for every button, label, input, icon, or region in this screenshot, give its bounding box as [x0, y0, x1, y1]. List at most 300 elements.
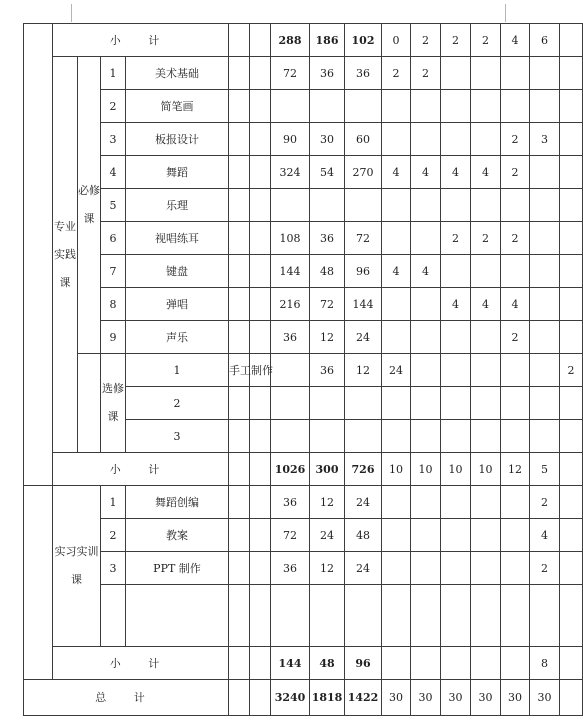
- value-cell: [530, 585, 560, 647]
- value-cell: [530, 420, 560, 453]
- value-cell: 30: [441, 680, 471, 716]
- blank-cell: [250, 585, 271, 647]
- value-cell: [271, 90, 310, 123]
- value-cell: [382, 585, 411, 647]
- value-cell: [530, 354, 560, 387]
- left-blank-cell: [24, 486, 53, 680]
- value-cell: [382, 189, 411, 222]
- value-cell: [411, 354, 441, 387]
- blank-cell: [229, 288, 250, 321]
- course-name: 简笔画: [126, 90, 229, 123]
- course-number: 1: [101, 486, 126, 519]
- value-cell: [382, 222, 411, 255]
- blank-cell: [229, 321, 250, 354]
- course-number: 7: [101, 255, 126, 288]
- course-name: 乐理: [126, 189, 229, 222]
- value-cell: [271, 585, 310, 647]
- value-cell: 4: [471, 288, 501, 321]
- margin-mark-right: [505, 4, 506, 22]
- edge-cell: [560, 189, 583, 222]
- course-number: 2: [101, 90, 126, 123]
- value-cell: [560, 387, 583, 420]
- value-cell: [471, 519, 501, 552]
- course-number: 6: [101, 222, 126, 255]
- value-cell: [441, 90, 471, 123]
- value-cell: 24: [345, 321, 382, 354]
- value-cell: [411, 552, 441, 585]
- value-cell: 36: [310, 354, 345, 387]
- value-cell: [501, 189, 530, 222]
- course-name: 教案: [126, 519, 229, 552]
- value-cell: [411, 420, 441, 453]
- value-cell: [411, 123, 441, 156]
- course-name: 舞蹈: [126, 156, 229, 189]
- value-cell: [471, 354, 501, 387]
- table-row: [24, 519, 583, 552]
- value-cell: [471, 420, 501, 453]
- value-cell: 1422: [345, 680, 382, 716]
- blank-cell: [250, 680, 271, 716]
- blank-cell: [250, 57, 271, 90]
- blank-cell: [250, 453, 271, 486]
- blank-cell: [250, 552, 271, 585]
- value-cell: 10: [411, 453, 441, 486]
- value-cell: 36: [271, 486, 310, 519]
- value-cell: 1818: [310, 680, 345, 716]
- course-name: [229, 387, 250, 420]
- value-cell: [310, 189, 345, 222]
- value-cell: [411, 90, 441, 123]
- value-cell: [310, 585, 345, 647]
- value-cell: [501, 552, 530, 585]
- value-cell: [441, 552, 471, 585]
- table-row: [24, 222, 583, 255]
- value-cell: 4: [441, 156, 471, 189]
- table-row: [24, 24, 583, 57]
- value-cell: [530, 57, 560, 90]
- value-cell: 2: [501, 156, 530, 189]
- value-cell: 72: [310, 288, 345, 321]
- elective-label: 选修课: [101, 354, 126, 453]
- value-cell: [501, 90, 530, 123]
- blank-cell: [271, 387, 310, 420]
- course-number: 1: [126, 354, 229, 387]
- value-cell: 0: [382, 24, 411, 57]
- blank-cell: [250, 486, 271, 519]
- value-cell: 12: [501, 453, 530, 486]
- edge-cell: [560, 680, 583, 716]
- course-name: PPT 制作: [126, 552, 229, 585]
- value-cell: [501, 647, 530, 680]
- value-cell: 2: [501, 321, 530, 354]
- value-cell: [441, 255, 471, 288]
- blank-cell: [250, 156, 271, 189]
- edge-cell: [560, 24, 583, 57]
- value-cell: [530, 321, 560, 354]
- value-cell: 726: [345, 453, 382, 486]
- edge-cell: [560, 486, 583, 519]
- value-cell: [471, 387, 501, 420]
- blank-cell: [250, 90, 271, 123]
- course-number: 9: [101, 321, 126, 354]
- value-cell: [530, 255, 560, 288]
- value-cell: 30: [501, 680, 530, 716]
- value-cell: 4: [501, 288, 530, 321]
- value-cell: 270: [345, 156, 382, 189]
- value-cell: [411, 486, 441, 519]
- blank-cell: [250, 519, 271, 552]
- edge-cell: [560, 647, 583, 680]
- value-cell: [441, 57, 471, 90]
- course-number: [101, 585, 126, 647]
- value-cell: 324: [271, 156, 310, 189]
- table-row: [24, 486, 583, 519]
- table-row: [24, 156, 583, 189]
- value-cell: [411, 519, 441, 552]
- value-cell: [345, 189, 382, 222]
- value-cell: [441, 321, 471, 354]
- value-cell: [501, 354, 530, 387]
- value-cell: [441, 519, 471, 552]
- course-number: 1: [101, 57, 126, 90]
- edge-cell: [560, 453, 583, 486]
- blank-cell: [250, 387, 271, 420]
- value-cell: 36: [310, 57, 345, 90]
- value-cell: [441, 486, 471, 519]
- subtotal-label: 小 计: [53, 647, 229, 680]
- course-number: 3: [126, 420, 229, 453]
- blank-cell: [229, 453, 250, 486]
- value-cell: [441, 354, 471, 387]
- value-cell: 1026: [271, 453, 310, 486]
- value-cell: [411, 189, 441, 222]
- table-row: [24, 647, 583, 680]
- value-cell: 24: [345, 486, 382, 519]
- value-cell: 10: [441, 453, 471, 486]
- value-cell: 186: [310, 24, 345, 57]
- value-cell: [411, 387, 441, 420]
- table-row: [24, 123, 583, 156]
- course-name: [126, 585, 229, 647]
- value-cell: 3240: [271, 680, 310, 716]
- value-cell: 2: [530, 486, 560, 519]
- blank-cell: [229, 156, 250, 189]
- value-cell: 10: [471, 453, 501, 486]
- blank-cell: [229, 647, 250, 680]
- value-cell: 48: [345, 519, 382, 552]
- value-cell: 2: [560, 354, 583, 387]
- course-name: 视唱练耳: [126, 222, 229, 255]
- edge-cell: [560, 222, 583, 255]
- table-row: [24, 453, 583, 486]
- blank-cell: [250, 123, 271, 156]
- margin-mark-left: [71, 4, 72, 22]
- value-cell: 2: [501, 222, 530, 255]
- blank-cell: [250, 222, 271, 255]
- value-cell: [471, 321, 501, 354]
- value-cell: 4: [530, 519, 560, 552]
- value-cell: [345, 387, 382, 420]
- blank-cell: [250, 255, 271, 288]
- course-number: 5: [101, 189, 126, 222]
- value-cell: [441, 647, 471, 680]
- value-cell: 12: [310, 486, 345, 519]
- value-cell: [310, 387, 345, 420]
- table-row: [24, 189, 583, 222]
- value-cell: 36: [345, 57, 382, 90]
- value-cell: 2: [382, 57, 411, 90]
- value-cell: [382, 552, 411, 585]
- course-number: 8: [101, 288, 126, 321]
- value-cell: 108: [271, 222, 310, 255]
- blank-cell: [229, 680, 250, 716]
- value-cell: 36: [310, 222, 345, 255]
- required-label: 必修课: [78, 57, 101, 354]
- value-cell: 60: [345, 123, 382, 156]
- value-cell: 4: [441, 288, 471, 321]
- value-cell: [382, 519, 411, 552]
- value-cell: 216: [271, 288, 310, 321]
- blank-cell: [229, 189, 250, 222]
- table-row: [24, 552, 583, 585]
- edge-cell: [560, 585, 583, 647]
- value-cell: [441, 123, 471, 156]
- course-number: 3: [101, 123, 126, 156]
- course-name: 键盘: [126, 255, 229, 288]
- value-cell: [411, 222, 441, 255]
- value-cell: [310, 420, 345, 453]
- value-cell: [411, 585, 441, 647]
- value-cell: 288: [271, 24, 310, 57]
- course-name: 舞蹈创编: [126, 486, 229, 519]
- course-number: 2: [101, 519, 126, 552]
- edge-cell: [560, 519, 583, 552]
- value-cell: 2: [471, 222, 501, 255]
- value-cell: 48: [310, 255, 345, 288]
- value-cell: 30: [382, 680, 411, 716]
- value-cell: 30: [530, 680, 560, 716]
- blank-cell: [250, 288, 271, 321]
- value-cell: [382, 387, 411, 420]
- value-cell: [345, 90, 382, 123]
- value-cell: [530, 90, 560, 123]
- table-row: [24, 585, 583, 647]
- value-cell: 72: [271, 57, 310, 90]
- value-cell: [471, 552, 501, 585]
- value-cell: [501, 387, 530, 420]
- value-cell: 12: [345, 354, 382, 387]
- value-cell: [530, 189, 560, 222]
- value-cell: 30: [411, 680, 441, 716]
- value-cell: [345, 585, 382, 647]
- value-cell: 2: [501, 123, 530, 156]
- blank-cell: [229, 90, 250, 123]
- value-cell: [471, 647, 501, 680]
- edge-cell: [560, 321, 583, 354]
- value-cell: 2: [441, 24, 471, 57]
- value-cell: 144: [345, 288, 382, 321]
- value-cell: [471, 123, 501, 156]
- value-cell: [382, 123, 411, 156]
- course-name: 板报设计: [126, 123, 229, 156]
- value-cell: [441, 585, 471, 647]
- value-cell: 24: [345, 552, 382, 585]
- value-cell: 54: [310, 156, 345, 189]
- value-cell: 144: [271, 255, 310, 288]
- blank-cell: [250, 420, 271, 453]
- value-cell: [501, 420, 530, 453]
- value-cell: 4: [411, 156, 441, 189]
- course-name: [229, 420, 250, 453]
- table-row: [24, 57, 583, 90]
- edge-cell: [560, 90, 583, 123]
- course-number: 3: [101, 552, 126, 585]
- table-row: [24, 321, 583, 354]
- course-name: 声乐: [126, 321, 229, 354]
- value-cell: 2: [471, 24, 501, 57]
- course-name: 美术基础: [126, 57, 229, 90]
- value-cell: [530, 288, 560, 321]
- value-cell: [530, 156, 560, 189]
- value-cell: 24: [310, 519, 345, 552]
- blank-cell: [250, 647, 271, 680]
- blank-cell: [271, 354, 310, 387]
- edge-cell: [560, 552, 583, 585]
- value-cell: [501, 57, 530, 90]
- value-cell: [471, 255, 501, 288]
- value-cell: 90: [271, 123, 310, 156]
- value-cell: [441, 189, 471, 222]
- value-cell: [382, 90, 411, 123]
- value-cell: [382, 486, 411, 519]
- value-cell: [530, 387, 560, 420]
- value-cell: [560, 420, 583, 453]
- course-name: 弹唱: [126, 288, 229, 321]
- blank-cell: [229, 222, 250, 255]
- value-cell: 2: [411, 57, 441, 90]
- blank-cell: [229, 519, 250, 552]
- blank-cell: [229, 585, 250, 647]
- value-cell: [441, 420, 471, 453]
- value-cell: 30: [471, 680, 501, 716]
- table-row: [24, 680, 583, 716]
- value-cell: 96: [345, 647, 382, 680]
- edge-cell: [560, 288, 583, 321]
- value-cell: 24: [382, 354, 411, 387]
- value-cell: 12: [310, 552, 345, 585]
- value-cell: 5: [530, 453, 560, 486]
- table-body: [24, 24, 583, 716]
- table-row: [24, 255, 583, 288]
- value-cell: 3: [530, 123, 560, 156]
- value-cell: 8: [530, 647, 560, 680]
- value-cell: [501, 255, 530, 288]
- value-cell: [471, 189, 501, 222]
- value-cell: 2: [411, 24, 441, 57]
- value-cell: [345, 420, 382, 453]
- value-cell: 6: [530, 24, 560, 57]
- blank-cell: [229, 255, 250, 288]
- value-cell: [441, 387, 471, 420]
- value-cell: [471, 90, 501, 123]
- left-blank-cell: [24, 24, 53, 486]
- value-cell: [382, 288, 411, 321]
- value-cell: 102: [345, 24, 382, 57]
- blank-cell: [229, 123, 250, 156]
- value-cell: [310, 90, 345, 123]
- edge-cell: [560, 57, 583, 90]
- required-left-cell: [78, 354, 101, 453]
- blank-cell: [250, 24, 271, 57]
- value-cell: [471, 486, 501, 519]
- table-row: [24, 288, 583, 321]
- course-name: 手工制作: [229, 354, 250, 387]
- edge-cell: [560, 255, 583, 288]
- blank-cell: [229, 24, 250, 57]
- value-cell: [501, 585, 530, 647]
- value-cell: [471, 57, 501, 90]
- value-cell: 300: [310, 453, 345, 486]
- value-cell: 36: [271, 552, 310, 585]
- value-cell: 4: [411, 255, 441, 288]
- value-cell: [382, 321, 411, 354]
- value-cell: [471, 585, 501, 647]
- value-cell: [501, 486, 530, 519]
- value-cell: 12: [310, 321, 345, 354]
- course-number: 2: [126, 387, 229, 420]
- value-cell: 4: [471, 156, 501, 189]
- course-number: 4: [101, 156, 126, 189]
- value-cell: 2: [441, 222, 471, 255]
- blank-cell: [229, 486, 250, 519]
- edge-cell: [560, 156, 583, 189]
- value-cell: 144: [271, 647, 310, 680]
- course-hours-table: [23, 23, 583, 716]
- value-cell: 4: [501, 24, 530, 57]
- subtotal-label: 小 计: [53, 453, 229, 486]
- value-cell: 4: [382, 156, 411, 189]
- value-cell: [411, 647, 441, 680]
- blank-cell: [229, 552, 250, 585]
- subtotal-label: 小 计: [53, 24, 229, 57]
- value-cell: [411, 321, 441, 354]
- category-pro-practice: 专业实践课: [53, 57, 78, 453]
- value-cell: 96: [345, 255, 382, 288]
- value-cell: [382, 647, 411, 680]
- value-cell: [271, 189, 310, 222]
- blank-cell: [250, 321, 271, 354]
- value-cell: 48: [310, 647, 345, 680]
- table-row: [24, 90, 583, 123]
- value-cell: 10: [382, 453, 411, 486]
- value-cell: 4: [382, 255, 411, 288]
- edge-cell: [560, 123, 583, 156]
- value-cell: [530, 222, 560, 255]
- blank-cell: [271, 420, 310, 453]
- category-internship: 实习实训课: [53, 486, 101, 647]
- value-cell: 36: [271, 321, 310, 354]
- value-cell: 72: [271, 519, 310, 552]
- value-cell: 30: [310, 123, 345, 156]
- total-label: 总 计: [24, 680, 229, 716]
- table-row: [24, 354, 583, 387]
- value-cell: 2: [530, 552, 560, 585]
- value-cell: [411, 288, 441, 321]
- value-cell: [501, 519, 530, 552]
- blank-cell: [229, 57, 250, 90]
- blank-cell: [250, 189, 271, 222]
- value-cell: [382, 420, 411, 453]
